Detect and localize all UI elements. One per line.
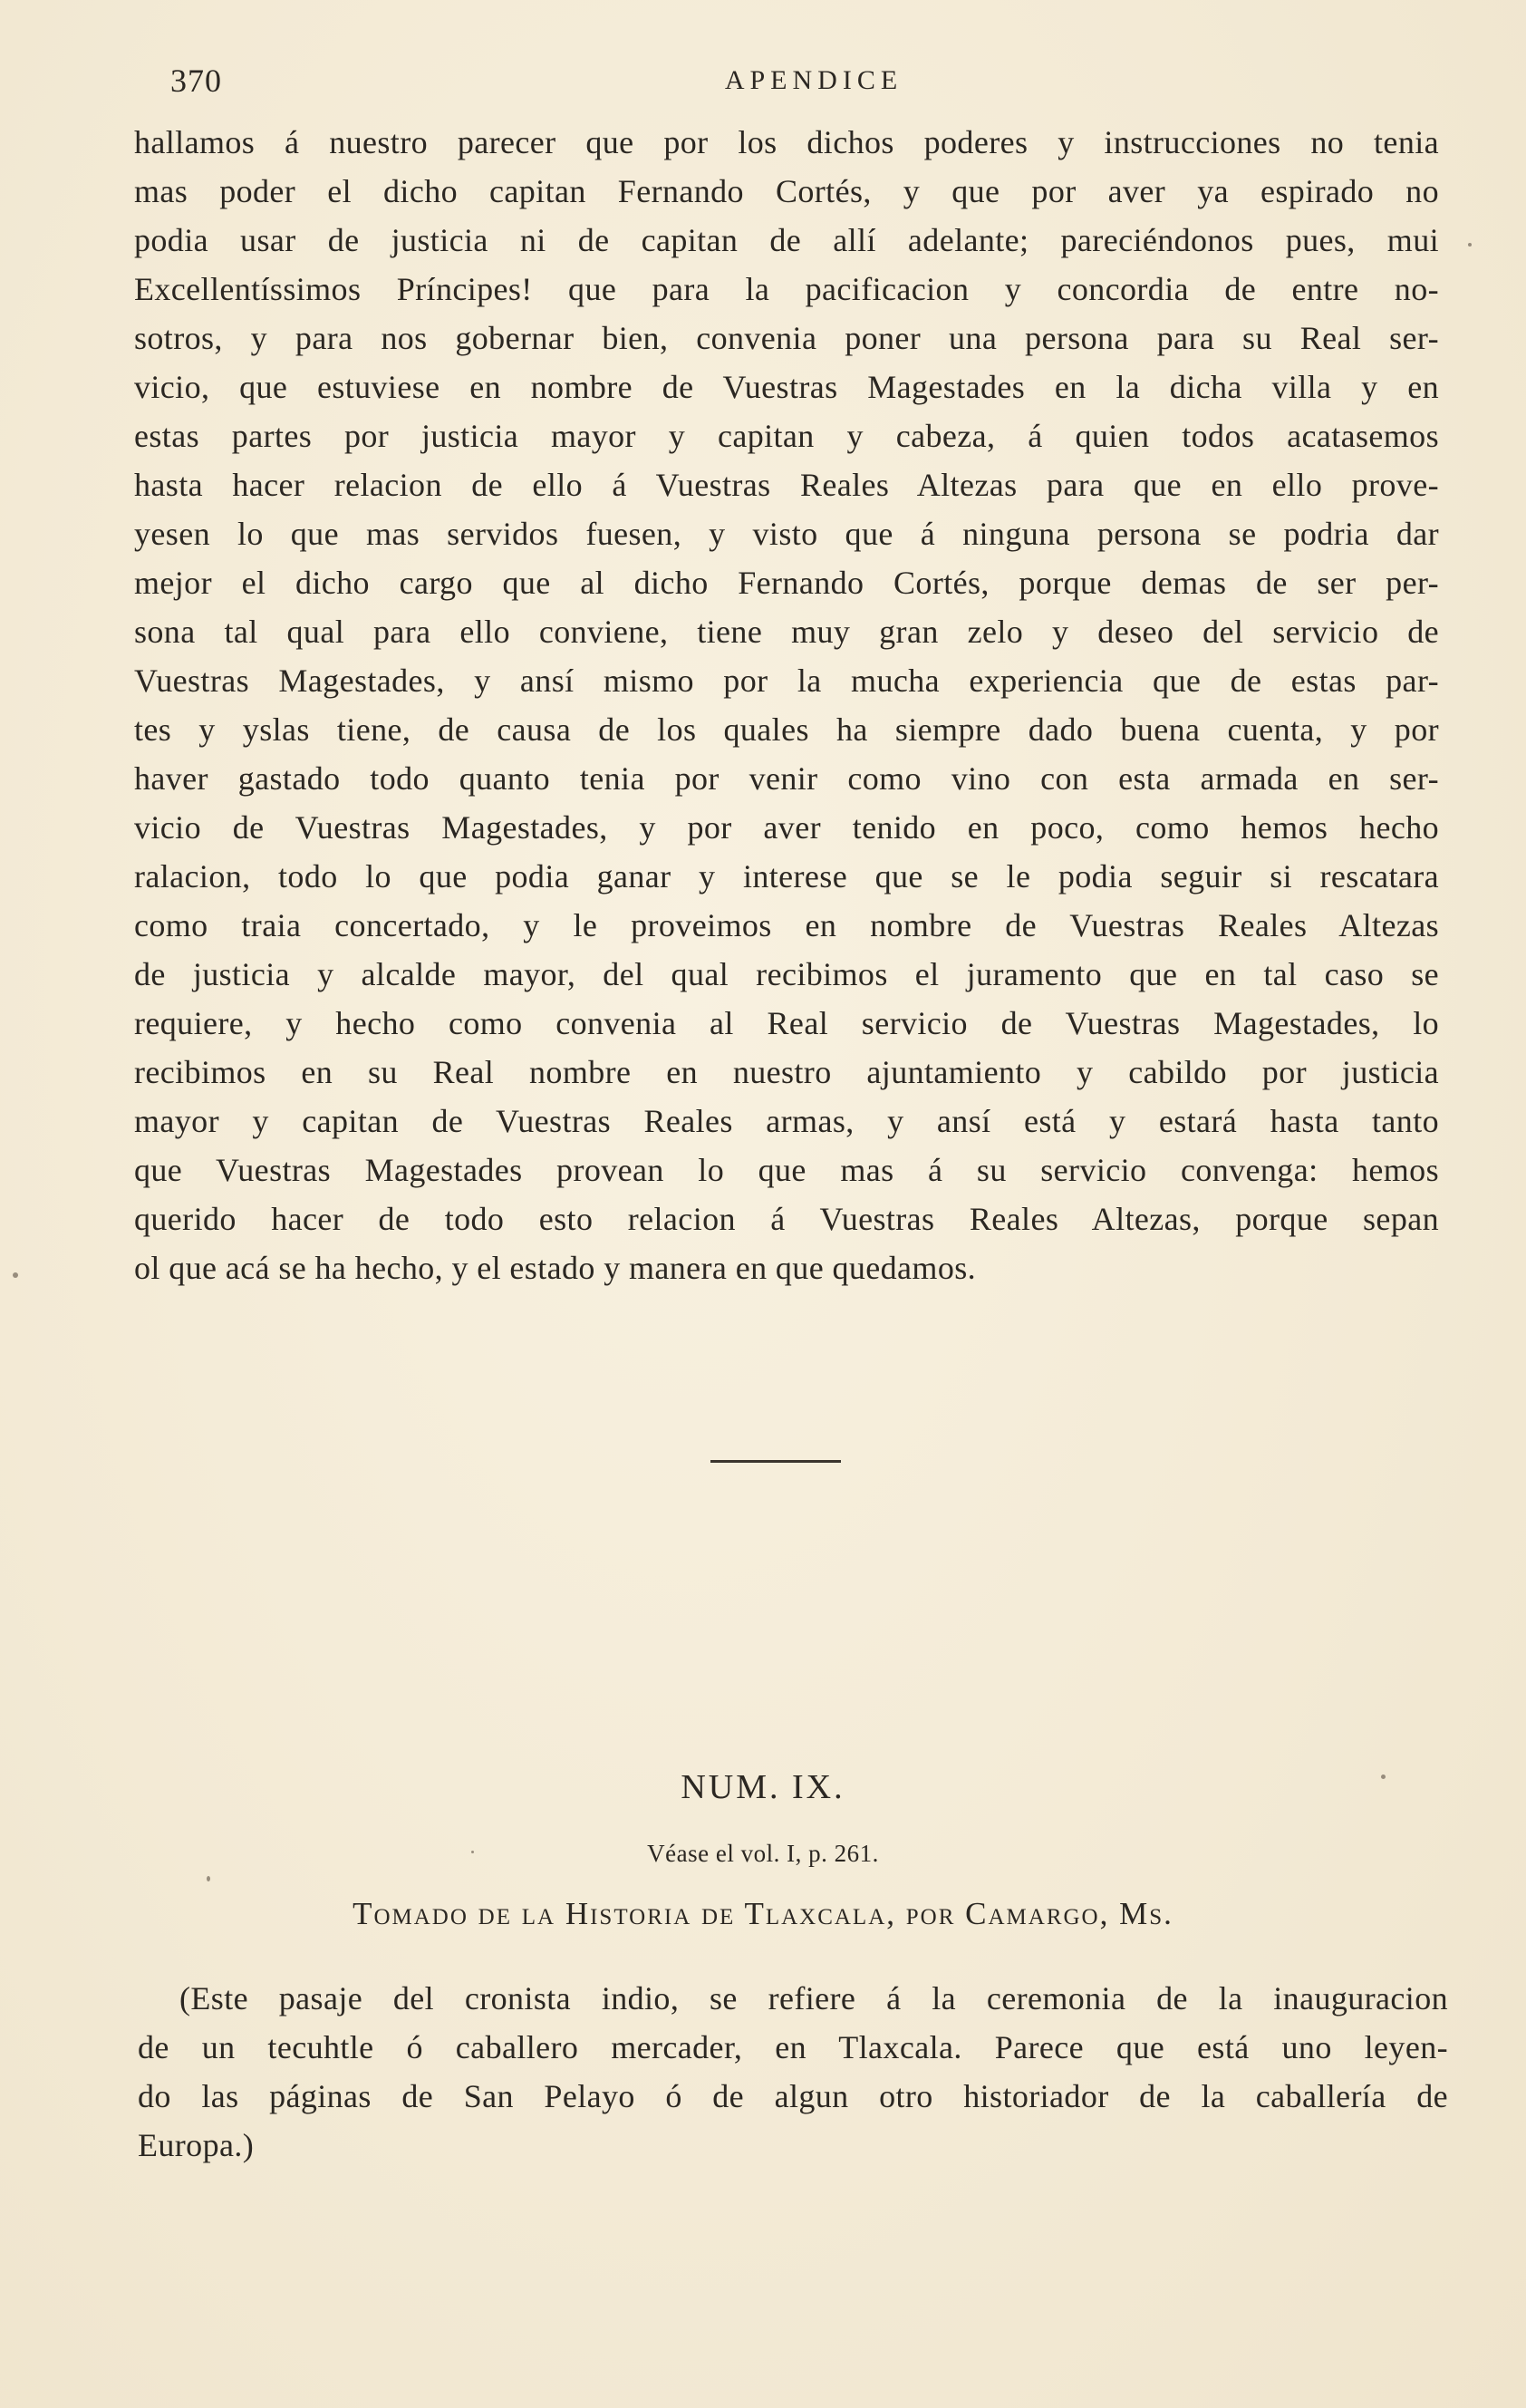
paper-speck [471, 1851, 474, 1853]
text-line: de un tecuhtle ó caballero mercader, en Tlaxcala. Parece que está uno leyen- [138, 2029, 1448, 2065]
section-separator-rule [710, 1460, 841, 1463]
text-line: podia usar de justicia ni de capitan de allí adelante; pareciéndonos pues, mui [134, 222, 1439, 258]
paper-speck [13, 1272, 18, 1278]
text-line: sotros, y para nos gobernar bien, convenia poner una persona para su Real ser- [134, 320, 1439, 356]
paper-speck [207, 1876, 210, 1881]
running-head [170, 62, 1457, 107]
text-line: querido hacer de todo esto relacion á Vuestras Reales Altezas, porque sepan [134, 1201, 1439, 1237]
text-line: (Este pasaje del cronista indio, se refiere á la ceremonia de la inauguracion [179, 1980, 1448, 2016]
paper-speck [1381, 1775, 1386, 1779]
text-line: vicio, que estuviese en nombre de Vuestras Magestades en la dicha villa y en [134, 369, 1439, 405]
text-line: ol que acá se ha hecho, y el estado y manera en que quedamos. [134, 1250, 977, 1286]
text-line: Vuestras Magestades, y ansí mismo por la mucha experiencia que de estas par- [134, 662, 1439, 699]
text-line: do las páginas de San Pelayo ó de algun otro historiador de la caballería de [138, 2078, 1448, 2114]
text-line: Europa.) [138, 2127, 255, 2163]
text-line: mas poder el dicho capitan Fernando Cortés, y que por aver ya espirado no [134, 173, 1439, 209]
text-line: mayor y capitan de Vuestras Reales armas, y ansí está y estará hasta tanto [134, 1103, 1439, 1139]
paper-speck [1468, 243, 1472, 247]
text-line: haver gastado todo quanto tenia por venir como vino con esta armada en ser- [134, 760, 1439, 797]
text-line: vicio de Vuestras Magestades, y por aver tenido en poco, como hemos hecho [134, 809, 1439, 846]
section-number-heading: NUM. IX. [681, 1768, 845, 1806]
text-line: hallamos á nuestro parecer que por los dichos poderes y instrucciones no tenia [134, 124, 1439, 160]
page-number: 370 [170, 63, 222, 99]
text-line: tes y yslas tiene, de causa de los quales ha siempre dado buena cuenta, y por [134, 711, 1439, 748]
text-line: requiere, y hecho como convenia al Real servicio de Vuestras Magestades, lo [134, 1005, 1439, 1041]
volume-reference: Véase el vol. I, p. 261. [647, 1840, 879, 1867]
text-line: ralacion, todo lo que podia ganar y interese que se le podia seguir si rescatara [134, 858, 1439, 895]
text-line: recibimos en su Real nombre en nuestro ajuntamiento y cabildo por justicia [134, 1054, 1439, 1090]
running-section-title: APENDICE [724, 65, 903, 95]
text-line: como traia concertado, y le proveimos en nombre de Vuestras Reales Altezas [134, 907, 1439, 943]
text-line: Excellentíssimos Príncipes! que para la pacificacion y concordia de entre no- [134, 271, 1439, 307]
text-line: mejor el dicho cargo que al dicho Fernando Cortés, porque demas de ser per- [134, 565, 1439, 601]
text-line: sona tal qual para ello conviene, tiene muy gran zelo y deseo del servicio de [134, 614, 1439, 650]
text-line: que Vuestras Magestades provean lo que mas á su servicio convenga: hemos [134, 1152, 1439, 1188]
text-line: hasta hacer relacion de ello á Vuestras Reales Altezas para que en ello prove- [134, 467, 1439, 503]
text-line: de justicia y alcalde mayor, del qual recibimos el juramento que en tal caso se [134, 956, 1439, 992]
letter-body-text [134, 118, 1439, 1292]
source-heading: Tomado de la Historia de Tlaxcala, por Camargo, Ms. [353, 1896, 1173, 1931]
editorial-intro-text [138, 1974, 1448, 2170]
text-line: estas partes por justicia mayor y capitan y cabeza, á quien todos acatasemos [134, 418, 1439, 454]
text-line: yesen lo que mas servidos fuesen, y visto que á ninguna persona se podria dar [134, 516, 1439, 552]
